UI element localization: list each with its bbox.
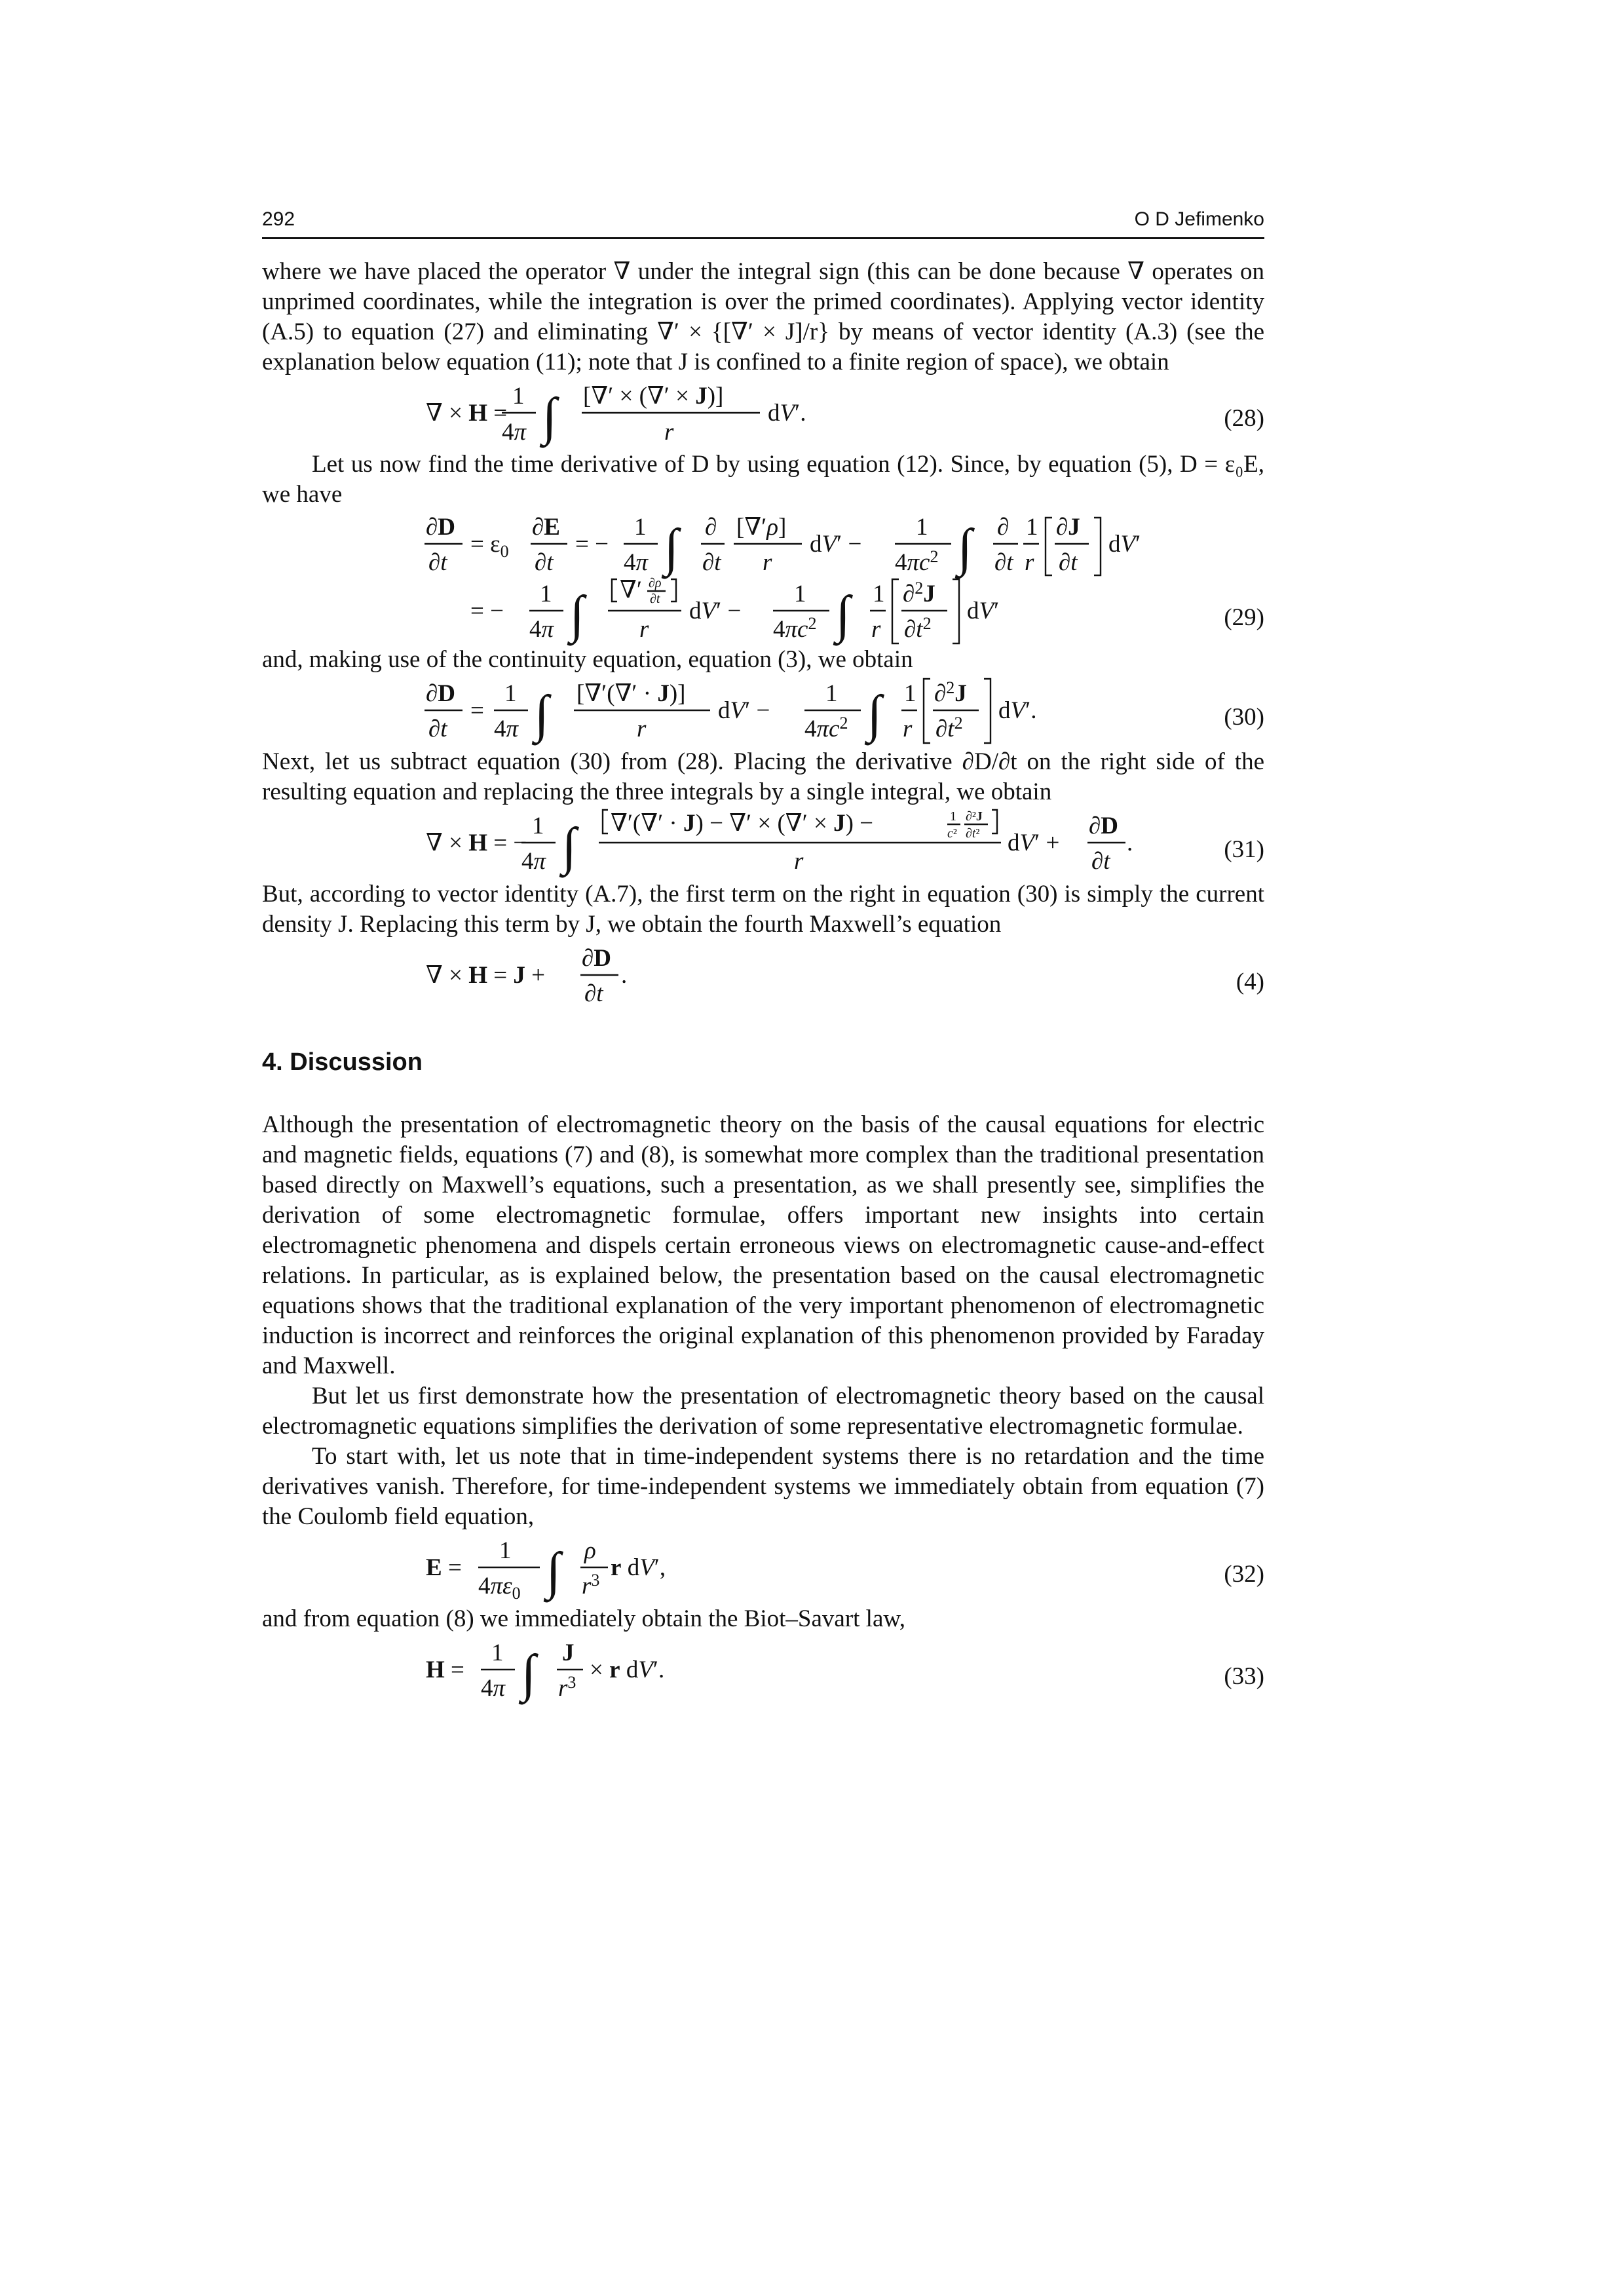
body-text xyxy=(262,257,1264,1706)
svg-text:∂t: ∂t xyxy=(428,716,447,742)
svg-text:∫: ∫ xyxy=(535,685,549,743)
paragraph-3: and, making use of the continuity equation, equation (3), we obtain xyxy=(262,646,913,673)
svg-text:∂J: ∂J xyxy=(1056,514,1080,541)
svg-text:∫: ∫ xyxy=(664,519,679,577)
page-number: 292 xyxy=(262,208,295,230)
svg-text:∂2J: ∂$^2$J xyxy=(934,678,967,707)
equation-number-30: (30) xyxy=(1224,704,1264,731)
svg-text:∇ × H = J +: ∇ × H = J + xyxy=(426,962,545,989)
svg-text:∂t: ∂t xyxy=(1091,848,1110,875)
paragraph-9: and from equation (8) we immediately obtain the Biot–Savart law, xyxy=(262,1605,905,1632)
svg-text:dV′: dV′ xyxy=(1108,531,1141,558)
svg-text:J: J xyxy=(562,1639,575,1666)
equation-32-formula xyxy=(262,1532,1179,1604)
svg-text:× r dV′.: × r dV′. xyxy=(590,1656,665,1683)
svg-text:∂: ∂ xyxy=(997,514,1010,541)
section-heading: 4. Discussion xyxy=(262,1048,423,1076)
svg-text:.: . xyxy=(621,962,628,989)
equation-32 xyxy=(262,1532,1264,1604)
svg-text:∇′: ∇′ xyxy=(620,577,642,603)
svg-text:∂D: ∂D xyxy=(426,680,456,707)
svg-text:[∇′(∇′ · J)]: [∇′(∇′ · J)] xyxy=(576,680,686,707)
svg-text:∂t²: ∂t² xyxy=(966,826,980,841)
svg-text:1: 1 xyxy=(499,1537,512,1564)
paragraph-2: Let us now find the time derivative of D by using equation (12). Since, by equation (5), D = ε₀E, we have xyxy=(262,451,1264,508)
svg-text:∂D: ∂D xyxy=(1089,813,1119,839)
equation-33 xyxy=(262,1634,1264,1706)
equation-29-formula xyxy=(262,510,1179,645)
svg-text:1: 1 xyxy=(504,680,517,707)
svg-text:1: 1 xyxy=(904,680,916,707)
equation-30-formula xyxy=(262,675,1179,747)
svg-text:1: 1 xyxy=(512,383,525,410)
svg-text:1: 1 xyxy=(873,581,885,607)
svg-text:1: 1 xyxy=(950,809,956,824)
equation-28-formula xyxy=(262,377,1179,450)
equation-number-31: (31) xyxy=(1224,836,1264,863)
svg-text:r: r xyxy=(664,419,674,446)
svg-text:dV′ −: dV′ − xyxy=(718,697,770,724)
svg-text:r: r xyxy=(903,716,913,742)
svg-text:r: r xyxy=(637,716,647,742)
svg-text:∂t: ∂t xyxy=(535,549,554,576)
svg-text:4πc2: $4\pi c^2$ xyxy=(773,614,817,643)
svg-text:[∇′ × (∇′ × J)]: [∇′ × (∇′ × J)] xyxy=(583,383,724,410)
paragraph-4: Next, let us subtract equation (30) from (28). Placing the derivative ∂D/∂t on the right side of the resulting equation and replacing the three integrals by a single integral, we obtain xyxy=(262,748,1264,805)
svg-text:∫: ∫ xyxy=(521,1645,536,1702)
equation-number-32: (32) xyxy=(1224,1561,1264,1588)
svg-text:∇ × H =: ∇ × H = xyxy=(426,400,508,427)
svg-text:E =: E = xyxy=(426,1554,462,1581)
equation-number-28: (28) xyxy=(1224,405,1264,432)
paragraph-6: Although the presentation of electromagnetic theory on the basis of the causal equations for electric and magnetic fields, equations (7) and (8), is somewhat more complex than the traditional presentation based directly on Maxwell’s equations, such a presentation, as we shall presently see, simplifies the derivation of some electromagnetic formulae, offers important new insights into certain electromagnetic phenomena and dispels certain erroneous views on electromagnetic cause-and-effect relations. In particular, as is explained below, the presentation based on the causal electromagnetic equations shows that the traditional explanation of the very important phenomenon of electromagnetic induction is incorrect and reinforces the original explanation of this phenomenon provided by Faraday and Maxwell. xyxy=(262,1111,1264,1379)
svg-text:r3: $r^3$ xyxy=(558,1673,576,1702)
svg-text:4πc2: $4\pi c^2$ xyxy=(804,714,848,742)
svg-text:1: 1 xyxy=(1026,514,1038,541)
svg-text:∂t2: $\partial t^2$ xyxy=(935,714,963,742)
svg-text:r: r xyxy=(794,848,804,875)
svg-text:∂2J: ∂$^2$J xyxy=(903,579,935,607)
svg-text:1: 1 xyxy=(794,581,806,607)
svg-text:∇ × H = −: ∇ × H = − xyxy=(426,830,527,856)
equation-29 xyxy=(262,510,1264,645)
svg-text:=: = xyxy=(470,697,484,724)
equation-33-formula xyxy=(262,1634,1179,1706)
svg-text:c²: c² xyxy=(947,826,957,841)
svg-text:1: 1 xyxy=(540,581,552,607)
svg-text:r: r xyxy=(763,549,772,576)
svg-text:∂t: ∂t xyxy=(584,980,603,1007)
svg-text:H =: H = xyxy=(426,1656,464,1683)
svg-text:∂D: ∂D xyxy=(582,945,612,972)
svg-text:dV′ +: dV′ + xyxy=(1008,830,1060,856)
svg-text:∫: ∫ xyxy=(546,1542,561,1600)
svg-text:ρ: ρ xyxy=(584,1537,596,1564)
svg-text:= ε0: = $\varepsilon_0$ xyxy=(470,531,509,561)
svg-text:∇′(∇′ · J) − ∇′ × (∇′ × J) −: ∇′(∇′ · J) − ∇′ × (∇′ × J) − xyxy=(611,810,874,837)
header-rule xyxy=(262,237,1264,239)
svg-text:∫: ∫ xyxy=(570,586,584,643)
svg-text:∂E: ∂E xyxy=(532,514,560,541)
svg-text:4π: 4π xyxy=(502,419,527,446)
equation-31-formula xyxy=(262,807,1179,879)
running-author: O D Jefimenko xyxy=(1134,208,1264,230)
equation-28 xyxy=(262,377,1264,450)
svg-text:4π: 4π xyxy=(624,549,649,576)
svg-text:r: r xyxy=(639,616,649,643)
svg-text:4π: 4π xyxy=(481,1675,506,1702)
svg-text:dV′: dV′ xyxy=(967,598,1000,624)
paragraph-1: where we have placed the operator ∇ under the integral sign (this can be done because ∇ operates on unprimed coordinates, while the integration is over the primed coordinates). Applying vector identity (A.5) to equation (27) and eliminating ∇′ × {[∇′ × J]/r} by means of vector identity (A.3) (see the explanation below equation (11); note that J is confined to a finite region of space), we obtain xyxy=(262,258,1264,375)
svg-text:1: 1 xyxy=(491,1639,504,1666)
equation-number-29: (29) xyxy=(1224,604,1264,631)
running-header xyxy=(262,204,1264,235)
svg-text:4πc2: $4\pi c^2$ xyxy=(895,547,939,576)
svg-text:∫: ∫ xyxy=(958,519,972,577)
svg-text:∂t: ∂t xyxy=(650,592,660,606)
equation-4 xyxy=(262,940,1264,1012)
svg-text:∂D: ∂D xyxy=(426,514,456,541)
svg-text:∂t: ∂t xyxy=(428,549,447,576)
svg-text:r: r xyxy=(1025,549,1034,576)
svg-text:4π: 4π xyxy=(494,716,519,742)
equation-number-33: (33) xyxy=(1224,1663,1264,1690)
svg-text:[∇′ρ]: [∇′ρ] xyxy=(736,514,787,541)
svg-text:∂: ∂ xyxy=(705,514,717,541)
svg-text:r dV′,: r dV′, xyxy=(611,1554,666,1581)
svg-text:∫: ∫ xyxy=(867,685,882,743)
svg-text:∂t: ∂t xyxy=(994,549,1013,576)
svg-text:4π: 4π xyxy=(529,616,554,643)
svg-text:dV′.: dV′. xyxy=(768,400,806,427)
svg-text:∂t: ∂t xyxy=(702,549,721,576)
svg-text:dV′ −: dV′ − xyxy=(689,598,742,624)
svg-text:4πε0: $4\pi\varepsilon_0$ xyxy=(478,1573,521,1603)
equation-31 xyxy=(262,807,1264,879)
paragraph-8: To start with, let us note that in time-independent systems there is no retardation and the time derivatives vanish. Therefore, for time-independent systems we immediately obtain from equation (7) the Coulomb field equation, xyxy=(262,1443,1264,1530)
svg-text:r: r xyxy=(871,616,881,643)
paragraph-5: But, according to vector identity (A.7), the first term on the right in equation (30) is simply the current density J. Replacing this term by J, we obtain the fourth Maxwell’s equation xyxy=(262,881,1264,938)
svg-text:r3: $r^3$ xyxy=(582,1571,600,1599)
svg-text:∫: ∫ xyxy=(542,388,557,446)
svg-text:= −: = − xyxy=(575,531,609,558)
equation-30 xyxy=(262,675,1264,747)
svg-text:1: 1 xyxy=(825,680,838,707)
paragraph-7: But let us first demonstrate how the presentation of electromagnetic theory based on the causal electromagnetic equations simplifies the derivation of some representative electromagnetic formulae. xyxy=(262,1383,1264,1440)
svg-text:∫: ∫ xyxy=(562,818,576,875)
svg-text:dV′.: dV′. xyxy=(998,697,1037,724)
equation-4-formula xyxy=(262,940,1179,1012)
svg-text:∂ρ: ∂ρ xyxy=(649,576,662,590)
equation-number-4: (4) xyxy=(1236,968,1264,995)
svg-text:1: 1 xyxy=(634,514,647,541)
svg-text:∂t2: $\partial t^2$ xyxy=(904,614,932,643)
svg-text:∂t: ∂t xyxy=(1059,549,1078,576)
svg-text:∂²J: ∂²J xyxy=(966,809,983,824)
svg-text:∫: ∫ xyxy=(836,586,850,643)
svg-text:1: 1 xyxy=(532,813,544,839)
svg-text:.: . xyxy=(1127,830,1133,856)
svg-text:dV′ −: dV′ − xyxy=(810,531,862,558)
svg-text:4π: 4π xyxy=(521,848,546,875)
svg-text:1: 1 xyxy=(916,514,928,541)
svg-text:= −: = − xyxy=(470,598,504,624)
